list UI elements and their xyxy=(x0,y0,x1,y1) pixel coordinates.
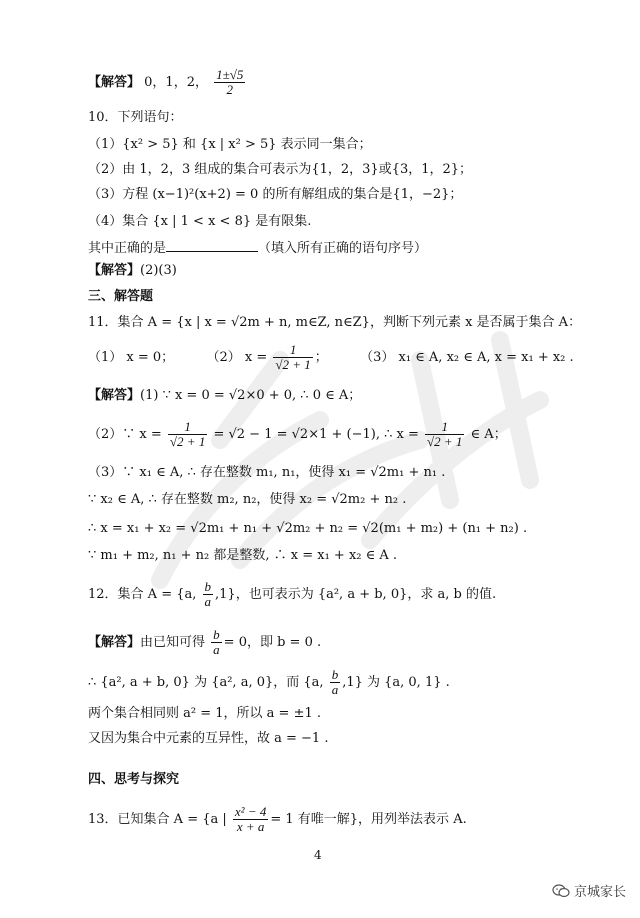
fraction xyxy=(214,68,245,97)
answer-text: 由已知可得 xyxy=(140,635,206,650)
question-13 xyxy=(88,805,467,834)
question-10-item-4: （4）集合 {x | 1 < x < 8} 是有限集. xyxy=(88,214,312,229)
answer-text: 0，1，2， xyxy=(144,75,208,90)
question-10-item-2: （2）由 1，2，3 组成的集合可表示为{1，2，3}或{3，1，2}； xyxy=(88,162,473,177)
fraction-numerator: 1±√5 xyxy=(216,67,244,82)
question-text: 13．已知集合 A = {a | xyxy=(88,812,227,827)
answer-11-line-4: ∵ x₂ ∈ A, ∴ 存在整数 m₂, n₂，使得 x₂ = √2m₂ + n₂ . xyxy=(88,492,407,507)
question-text: 12．集合 A = {a, xyxy=(88,587,197,602)
fraction xyxy=(233,805,268,834)
question-10: 10．下列语句： xyxy=(88,110,183,125)
fraction-denominator: a xyxy=(331,682,339,697)
question-text: = 1 有唯一解}，用列举法表示 A. xyxy=(270,812,467,827)
fraction-denominator: √2 + 1 xyxy=(426,434,463,449)
fraction-denominator: a xyxy=(213,642,220,657)
answer-11-line-5: ∴ x = x₁ + x₂ = √2m₁ + n₁ + √2m₂ + n₂ = √2(m₁ + m₂) + (n₁ + n₂) . xyxy=(88,521,528,536)
question-11: 11．集合 A = {x | x = √2m + n, m∈Z, n∈Z}，判断下列元素 x 是否属于集合 A： xyxy=(88,315,582,330)
fraction-numerator: b xyxy=(331,667,339,682)
answer-label: 【解答】 xyxy=(88,263,141,278)
option-3: （3） x₁ ∈ A, x₂ ∈ A, x = x₁ + x₂ . xyxy=(360,350,574,365)
fraction-denominator: √2 + 1 xyxy=(275,357,311,372)
answer-12-line-1 xyxy=(88,628,321,657)
fraction-numerator: 1 xyxy=(273,343,312,358)
question-text: ,1}，也可表示为 {a², a + b, 0}，求 a, b 的值. xyxy=(215,587,497,602)
answer-12-line-3: 两个集合相同则 a² = 1，所以 a = ±1 . xyxy=(88,706,321,721)
answer-text: = √2 − 1 = √2×1 + (−1), ∴ x = xyxy=(213,427,419,442)
blank-prefix: 其中正确的是 xyxy=(88,241,167,256)
question-11-options xyxy=(88,343,574,372)
answer-line-9 xyxy=(88,68,247,97)
fraction-numerator: b xyxy=(204,579,212,594)
answer-text: (2)(3) xyxy=(140,263,177,278)
answer-text: (1) ∵ x = 0 = √2×0 + 0, ∴ 0 ∈ A； xyxy=(140,388,362,403)
answer-label: 【解答】 xyxy=(88,388,141,403)
answer-text: （2）∵ x = xyxy=(88,427,162,442)
fraction-denominator: a xyxy=(204,594,212,609)
answer-blank xyxy=(166,239,258,252)
answer-text: ∈ A； xyxy=(470,427,507,442)
fraction-denominator: 2 xyxy=(226,82,234,97)
option-1: （1） x = 0； xyxy=(88,350,175,365)
answer-11-part-2 xyxy=(88,420,507,449)
question-10-item-3: （3）方程 (x−1)²(x+2) = 0 的所有解组成的集合是{1，−2}； xyxy=(88,187,463,202)
fraction-numerator: b xyxy=(213,627,220,642)
option-2-prefix: （2） x = xyxy=(206,350,268,365)
fraction xyxy=(211,628,222,657)
answer-label: 【解答】 xyxy=(88,75,141,90)
section-3-title: 三、解答题 xyxy=(88,289,154,304)
answer-text: = 0，即 b = 0 . xyxy=(223,635,322,650)
answer-text: ∴ {a², a + b, 0} 为 {a², a, 0}，而 {a, xyxy=(88,675,324,690)
footer-brand-text: 京城家长 xyxy=(573,885,626,900)
fraction-numerator: 1 xyxy=(168,420,207,435)
answer-text: ,1} 为 {a, 0, 1} . xyxy=(342,675,450,690)
wechat-icon xyxy=(552,884,570,898)
question-10-item-1: （1）{x² > 5} 和 {x | x² > 5} 表示同一集合； xyxy=(88,137,372,152)
fraction xyxy=(330,668,341,697)
fraction-numerator: x² − 4 xyxy=(234,804,267,819)
fraction xyxy=(168,420,207,449)
answer-label: 【解答】 xyxy=(88,635,141,650)
section-4-title: 四、思考与探究 xyxy=(88,772,180,787)
fraction-numerator: 1 xyxy=(425,420,464,435)
footer-brand xyxy=(552,881,626,900)
fraction xyxy=(425,420,464,449)
blank-suffix: （填入所有正确的语句序号） xyxy=(258,241,428,256)
answer-12-line-2 xyxy=(88,668,450,697)
page-number: 4 xyxy=(314,848,322,862)
answer-11-part-1 xyxy=(88,388,361,404)
fraction xyxy=(273,343,312,372)
fraction xyxy=(203,580,214,609)
answer-11-line-6: ∵ m₁ + m₂, n₁ + n₂ 都是整数, ∴ x = x₁ + x₂ ∈ A . xyxy=(88,548,398,563)
fraction-denominator: x + a xyxy=(236,819,265,834)
answer-12-line-4: 又因为集合中元素的互异性，故 a = −1 . xyxy=(88,731,329,746)
fraction-denominator: √2 + 1 xyxy=(169,434,206,449)
answer-line-10 xyxy=(88,263,177,279)
question-12 xyxy=(88,580,496,609)
answer-11-part-3: （3）∵ x₁ ∈ A, ∴ 存在整数 m₁, n₁，使得 x₁ = √2m₁ + n₁ . xyxy=(88,465,446,480)
question-10-fill-blank xyxy=(88,239,427,257)
option-2-suffix: ； xyxy=(314,350,328,365)
